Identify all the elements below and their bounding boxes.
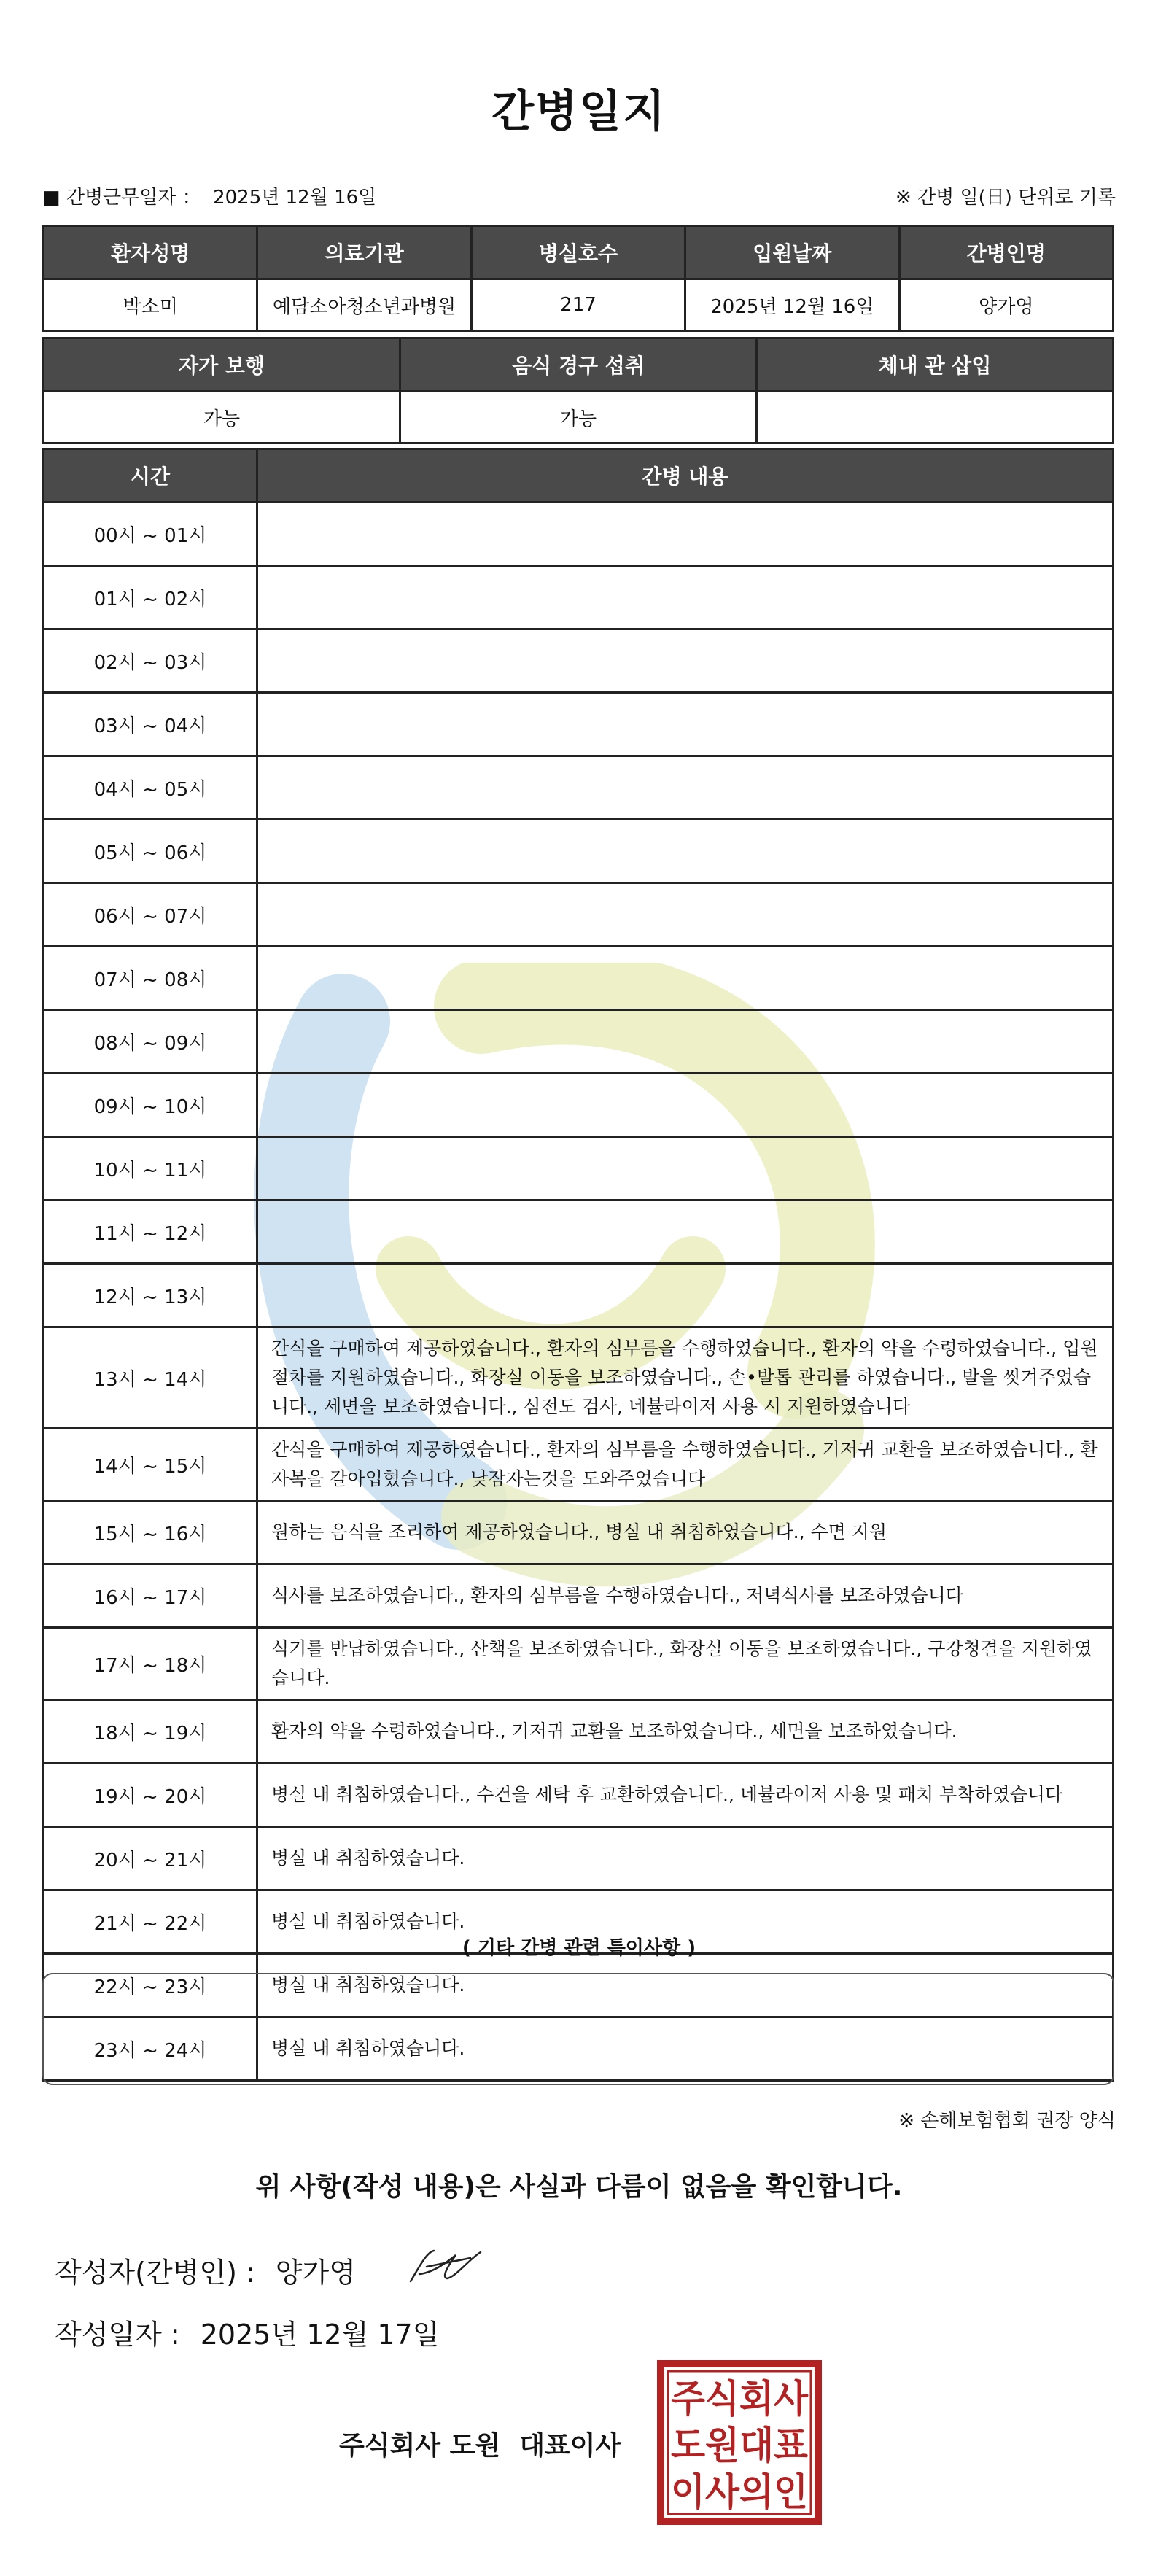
table-row bbox=[44, 1764, 1114, 1827]
company-line bbox=[339, 2425, 640, 2462]
row-content: 환자의 약을 수령하였습니다., 기저귀 교환을 보조하였습니다., 세면을 보조하였습니다. bbox=[257, 1700, 1114, 1764]
row-time: 07시 ~ 08시 bbox=[44, 947, 257, 1010]
row-content bbox=[257, 1200, 1114, 1264]
work-date-label: ■ 간병근무일자 ： bbox=[42, 187, 201, 209]
row-time: 16시 ~ 17시 bbox=[44, 1564, 257, 1628]
header-oral-intake: 음식 경구 섭취 bbox=[400, 338, 757, 392]
author-label: 작성자(간병인) : bbox=[55, 2257, 255, 2289]
table-row bbox=[44, 1010, 1114, 1074]
care-log-table bbox=[42, 448, 1114, 2082]
room-number: 217 bbox=[471, 279, 685, 331]
row-time: 15시 ~ 16시 bbox=[44, 1501, 257, 1564]
row-time: 04시 ~ 05시 bbox=[44, 756, 257, 820]
row-time: 09시 ~ 10시 bbox=[44, 1074, 257, 1137]
other-notes-title: ( 기타 간병 관련 특이사항 ) bbox=[462, 1937, 696, 1959]
seal-text-line: 도원대표 bbox=[671, 2424, 808, 2468]
author-line bbox=[55, 2250, 356, 2290]
table-row bbox=[44, 1074, 1114, 1137]
row-time: 12시 ~ 13시 bbox=[44, 1264, 257, 1327]
table-row bbox=[44, 1501, 1114, 1564]
row-time: 00시 ~ 01시 bbox=[44, 503, 257, 566]
insurer-note: ※ 손해보험협회 권장 양식 bbox=[898, 2110, 1116, 2132]
table-row bbox=[44, 629, 1114, 693]
row-content: 병실 내 취침하였습니다., 수건을 세탁 후 교환하였습니다., 네뷸라이저 사용 및 패치 부착하였습니다 bbox=[257, 1764, 1114, 1827]
row-time: 20시 ~ 21시 bbox=[44, 1827, 257, 1890]
row-content: 병실 내 취침하였습니다. bbox=[257, 1827, 1114, 1890]
row-content: 병실 내 취침하였습니다. bbox=[257, 1954, 1114, 2017]
header-tube: 체내 관 삽입 bbox=[757, 338, 1114, 392]
row-content: 간식을 구매하여 제공하였습니다., 환자의 심부름을 수행하였습니다., 기저귀 교환을 보조하였습니다., 환자복을 갈아입혔습니다., 낮잠자는것을 도와주었습니다 bbox=[257, 1429, 1114, 1501]
oral-intake-status: 가능 bbox=[400, 392, 757, 443]
row-content bbox=[257, 947, 1114, 1010]
tube-status bbox=[757, 392, 1114, 443]
header-time: 시간 bbox=[44, 449, 257, 503]
walking-status: 가능 bbox=[44, 392, 400, 443]
written-date-value: 2025년 12월 17일 bbox=[200, 2319, 440, 2351]
header-admission-date: 입원날짜 bbox=[685, 226, 899, 279]
hospital-name: 예담소아청소년과병원 bbox=[257, 279, 471, 331]
row-content bbox=[257, 629, 1114, 693]
author-name: 양가영 bbox=[275, 2257, 356, 2289]
other-notes-box bbox=[42, 1973, 1114, 2085]
table-row bbox=[44, 1564, 1114, 1628]
row-content: 병실 내 취침하였습니다. bbox=[257, 1890, 1114, 1954]
table-row bbox=[44, 1429, 1114, 1501]
seal-text-line: 주식회사 bbox=[671, 2378, 809, 2421]
row-time: 18시 ~ 19시 bbox=[44, 1700, 257, 1764]
row-content bbox=[257, 1137, 1114, 1200]
admission-date: 2025년 12월 16일 bbox=[685, 279, 899, 331]
patient-status-table bbox=[42, 337, 1114, 444]
row-time: 22시 ~ 23시 bbox=[44, 1954, 257, 2017]
confirmation-statement: 위 사항(작성 내용)은 사실과 다름이 없음을 확인합니다. bbox=[255, 2172, 903, 2202]
row-content bbox=[257, 1074, 1114, 1137]
row-time: 21시 ~ 22시 bbox=[44, 1890, 257, 1954]
table-row bbox=[44, 883, 1114, 947]
row-content bbox=[257, 693, 1114, 756]
row-content bbox=[257, 820, 1114, 883]
table-row bbox=[44, 1137, 1114, 1200]
header-hospital: 의료기관 bbox=[257, 226, 471, 279]
row-time: 19시 ~ 20시 bbox=[44, 1764, 257, 1827]
work-date-value: 2025년 12월 16일 bbox=[213, 187, 377, 209]
header-care-content: 간병 내용 bbox=[257, 449, 1114, 503]
row-time: 17시 ~ 18시 bbox=[44, 1628, 257, 1700]
row-content bbox=[257, 1264, 1114, 1327]
header-caregiver: 간병인명 bbox=[899, 226, 1113, 279]
company-name: 주식회사 도원 bbox=[339, 2431, 501, 2461]
row-time: 01시 ~ 02시 bbox=[44, 566, 257, 629]
table-row bbox=[44, 693, 1114, 756]
row-content: 병실 내 취침하였습니다. bbox=[257, 2017, 1114, 2081]
row-time: 13시 ~ 14시 bbox=[44, 1327, 257, 1429]
caregiver-name: 양가영 bbox=[899, 279, 1113, 331]
written-date-label: 작성일자 : bbox=[55, 2319, 180, 2351]
table-row bbox=[44, 1327, 1114, 1429]
table-row bbox=[44, 1628, 1114, 1700]
table-row bbox=[44, 566, 1114, 629]
header-walking: 자가 보행 bbox=[44, 338, 400, 392]
table-row bbox=[44, 820, 1114, 883]
row-time: 10시 ~ 11시 bbox=[44, 1137, 257, 1200]
table-row bbox=[44, 1200, 1114, 1264]
row-time: 14시 ~ 15시 bbox=[44, 1429, 257, 1501]
row-content bbox=[257, 756, 1114, 820]
row-time: 05시 ~ 06시 bbox=[44, 820, 257, 883]
row-content bbox=[257, 1010, 1114, 1074]
company-seal bbox=[656, 2359, 823, 2526]
header-room: 병실호수 bbox=[471, 226, 685, 279]
company-title: 대표이사 bbox=[519, 2431, 621, 2461]
unit-note: ※ 간병 일(日) 단위로 기록 bbox=[895, 187, 1116, 209]
written-date-line bbox=[55, 2312, 439, 2352]
patient-name: 박소미 bbox=[44, 279, 257, 331]
row-time: 23시 ~ 24시 bbox=[44, 2017, 257, 2081]
row-content bbox=[257, 566, 1114, 629]
table-row bbox=[44, 756, 1114, 820]
table-row bbox=[44, 1264, 1114, 1327]
row-content: 식기를 반납하였습니다., 산책을 보조하였습니다., 화장실 이동을 보조하였습니다., 구강청결을 지원하였습니다. bbox=[257, 1628, 1114, 1700]
header-patient-name: 환자성명 bbox=[44, 226, 257, 279]
table-row bbox=[44, 1700, 1114, 1764]
patient-info-table bbox=[42, 225, 1114, 332]
row-time: 06시 ~ 07시 bbox=[44, 883, 257, 947]
row-content bbox=[257, 883, 1114, 947]
table-row bbox=[44, 1827, 1114, 1890]
work-date-line bbox=[42, 182, 376, 209]
page-title: 간병일지 bbox=[491, 86, 667, 137]
signature bbox=[405, 2245, 485, 2289]
row-time: 08시 ~ 09시 bbox=[44, 1010, 257, 1074]
row-content: 원하는 음식을 조리하여 제공하였습니다., 병실 내 취침하였습니다., 수면 지원 bbox=[257, 1501, 1114, 1564]
row-time: 02시 ~ 03시 bbox=[44, 629, 257, 693]
row-time: 11시 ~ 12시 bbox=[44, 1200, 257, 1264]
row-time: 03시 ~ 04시 bbox=[44, 693, 257, 756]
care-log-body bbox=[44, 503, 1114, 2081]
table-row bbox=[44, 947, 1114, 1010]
seal-text-line: 이사의인 bbox=[671, 2471, 808, 2515]
table-row bbox=[44, 503, 1114, 566]
row-content: 식사를 보조하였습니다., 환자의 심부름을 수행하였습니다., 저녁식사를 보조하였습니다 bbox=[257, 1564, 1114, 1628]
row-content: 간식을 구매하여 제공하였습니다., 환자의 심부름을 수행하였습니다., 환자의 약을 수령하였습니다., 입원절차를 지원하였습니다., 화장실 이동을 보조하였습니다., 손•발톱 관리를 하였습니다., 발을 씻겨주었습니다., 세면을 보조하였습니다., 심전도 검사, 네뷸라이저 사용 시 지원하였습니다 bbox=[257, 1327, 1114, 1429]
row-content bbox=[257, 503, 1114, 566]
